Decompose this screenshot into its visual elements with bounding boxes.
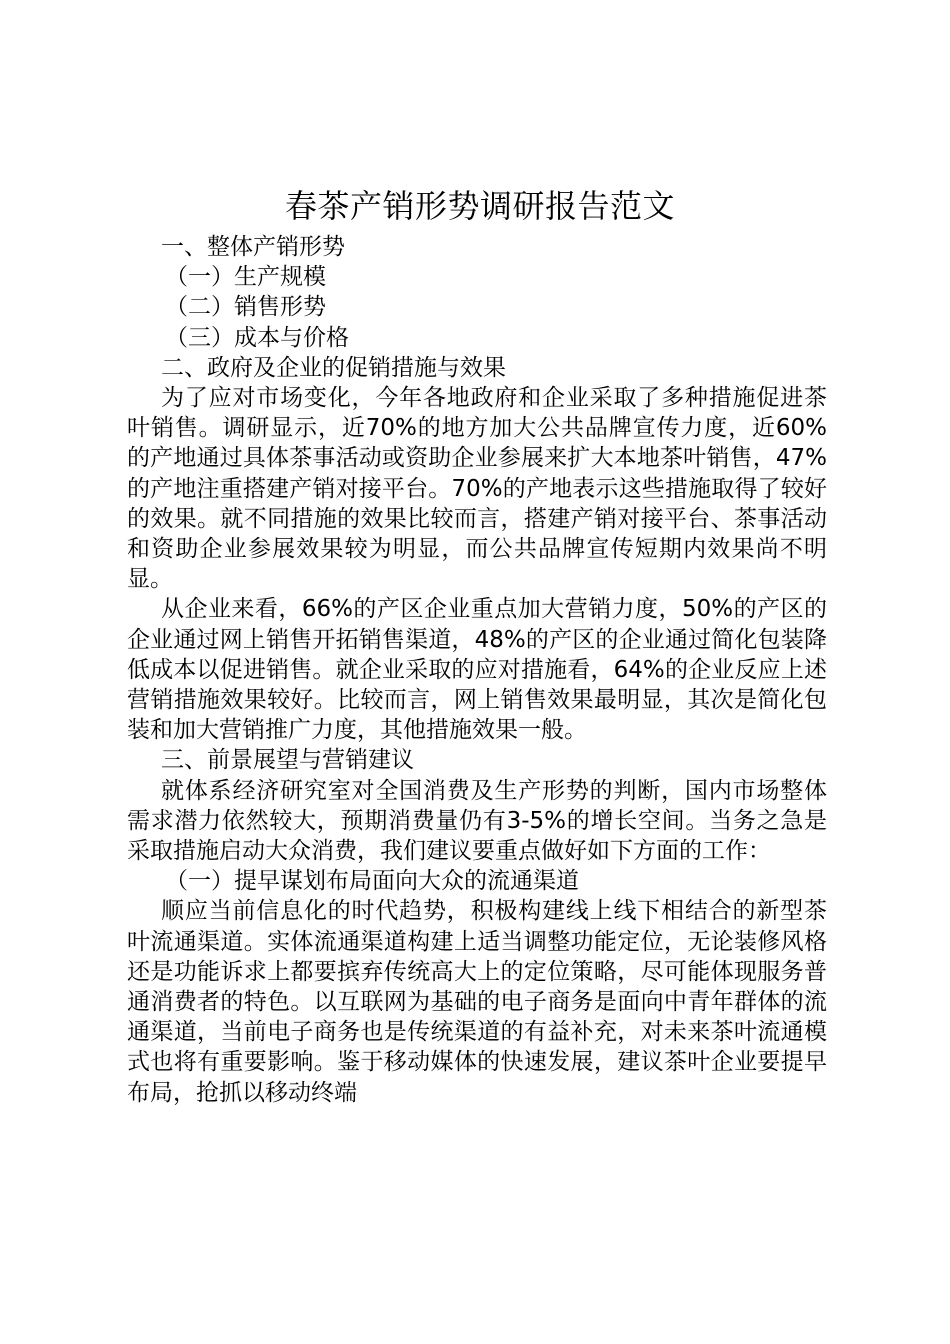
paragraph-4: 顺应当前信息化的时代趋势，积极构建线上线下相结合的新型茶叶流通渠道。实体流通渠道构建上适当调整功能定位，无论装修风格还是功能诉求上都要摈弃传统高大上的定位策略，尽可能体现服务普通消费者的特色。以互联网为基础的电子商务是面向中青年群体的流通渠道，当前电子商务也是传统渠道的有益补充，对未来茶叶流通模式也将有重要影响。鉴于移动媒体的快速发展，建议茶叶企业要提早布局，抢抓以移动终端 — [127, 898, 827, 1106]
paragraph-3: 就体系经济研究室对全国消费及生产形势的判断，国内市场整体需求潜力依然较大，预期消费量仍有3-5%的增长空间。当务之急是采取措施启动大众消费，我们建议要重点做好如下方面的工作： — [127, 777, 827, 865]
subsection-heading-1-1: （一）生产规模 — [165, 264, 326, 291]
section-heading-2: 二、政府及企业的促销措施与效果 — [161, 354, 506, 381]
paragraph-1: 为了应对市场变化，今年各地政府和企业采取了多种措施促进茶叶销售。调研显示，近70%的地方加大公共品牌宣传力度，近60%的产地通过具体茶事活动或资助企业参展来扩大本地茶叶销售，47%的产地注重搭建产销对接平台。70%的产地表示这些措施取得了较好的效果。就不同措施的效果比较而言，搭建产销对接平台、茶事活动和资助企业参展效果较为明显，而公共品牌宣传短期内效果尚不明显。 — [127, 385, 827, 593]
subsection-heading-3-1: （一）提早谋划布局面向大众的流通渠道 — [165, 868, 579, 895]
document-page — [127, 180, 827, 1108]
subsection-heading-1-3: （三）成本与价格 — [165, 324, 349, 351]
section-heading-1: 一、整体产销形势 — [161, 234, 345, 260]
paragraph-2: 从企业来看，66%的产区企业重点加大营销力度，50%的产区的企业通过网上销售开拓销售渠道，48%的产区的企业通过简化包装降低成本以促进销售。就企业采取的应对措施看，64%的企业反应上述营销措施效果较好。比较而言，网上销售效果最明显，其次是简化包装和加大营销推广力度，其他措施效果一般。 — [127, 596, 827, 744]
document-title: 春茶产销形势调研报告范文 — [284, 187, 675, 225]
subsection-heading-1-2: （二）销售形势 — [165, 294, 326, 321]
section-heading-3: 三、前景展望与营销建议 — [161, 747, 414, 774]
